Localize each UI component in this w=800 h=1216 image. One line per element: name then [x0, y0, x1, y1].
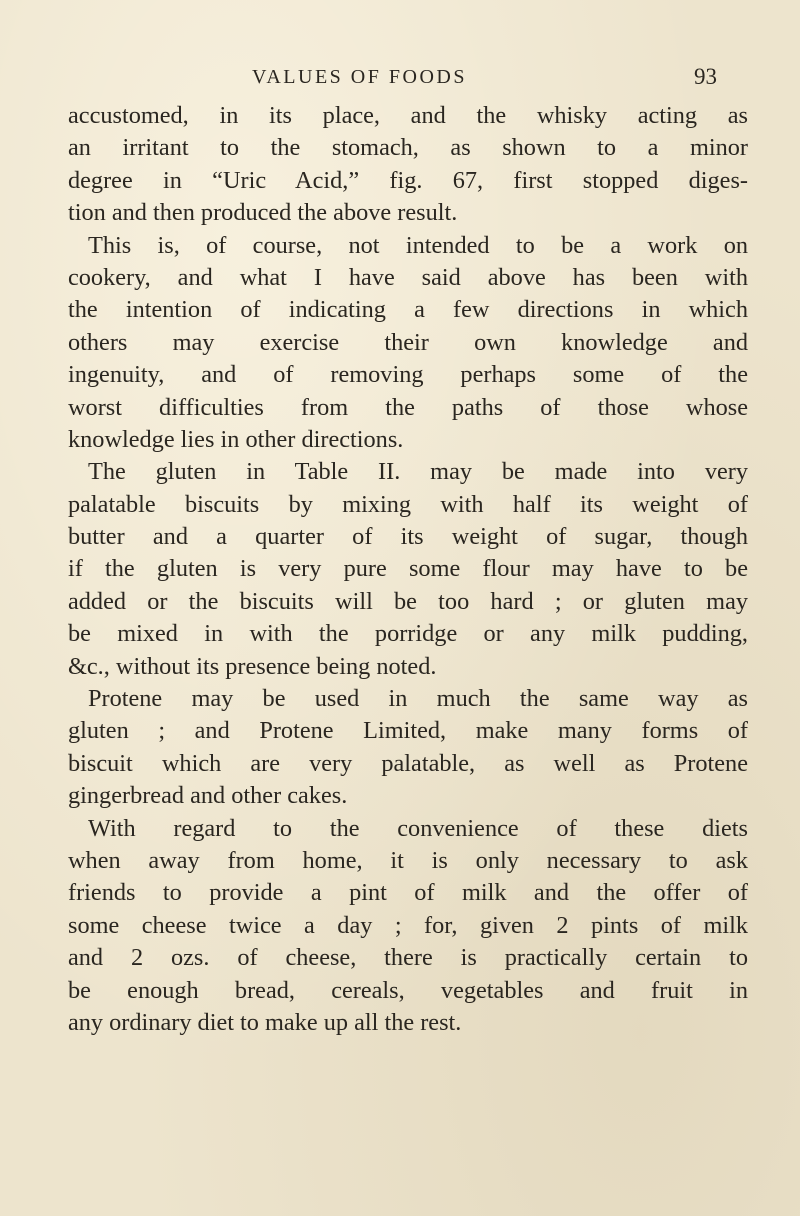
text-line: butter and a quarter of its weight of sugar, though: [68, 523, 748, 551]
running-head: VALUES OF FOODS: [252, 66, 467, 88]
text-line: degree in “Uric Acid,” fig. 67, first stopped diges-: [68, 166, 748, 194]
text-line: knowledge lies in other directions.: [68, 425, 404, 453]
text-line: This is, of course, not intended to be a work on: [88, 231, 748, 259]
text-line: friends to provide a pint of milk and the offer of: [68, 879, 748, 907]
page-number: 93: [694, 64, 717, 89]
text-line: any ordinary diet to make up all the rest.: [68, 1008, 462, 1036]
text-line: &c., without its presence being noted.: [68, 652, 437, 680]
text-line: gingerbread and other cakes.: [68, 782, 348, 810]
body-text: [68, 100, 748, 1039]
text-line: be enough bread, cereals, vegetables and fruit in: [68, 976, 748, 1004]
text-line: palatable biscuits by mixing with half its weight of: [68, 490, 748, 518]
text-line: an irritant to the stomach, as shown to a minor: [68, 134, 748, 162]
text-line: Protene may be used in much the same way as: [88, 685, 748, 713]
text-line: gluten ; and Protene Limited, make many forms of: [68, 717, 748, 745]
text-line: added or the biscuits will be too hard ; or gluten may: [68, 587, 748, 615]
text-line: accustomed, in its place, and the whisky acting as: [68, 102, 748, 129]
text-line: others may exercise their own knowledge and: [68, 328, 748, 356]
text-line: tion and then produced the above result.: [68, 199, 458, 227]
text-line: ingenuity, and of removing perhaps some of the: [68, 361, 748, 389]
text-line: With regard to the convenience of these diets: [88, 814, 748, 842]
text-line: The gluten in Table II. may be made into very: [88, 458, 748, 486]
text-line: biscuit which are very palatable, as well as Protene: [68, 749, 748, 777]
text-line: and 2 ozs. of cheese, there is practically certain to: [68, 944, 748, 972]
text-line: worst difficulties from the paths of those whose: [68, 393, 748, 421]
text-line: be mixed in with the porridge or any milk pudding,: [68, 620, 748, 648]
text-line: if the gluten is very pure some flour may have to be: [68, 555, 748, 583]
text-line: some cheese twice a day ; for, given 2 pints of milk: [68, 911, 748, 939]
text-line: when away from home, it is only necessary to ask: [68, 846, 748, 874]
text-line: the intention of indicating a few directions in which: [68, 296, 748, 324]
text-line: cookery, and what I have said above has been with: [68, 263, 748, 291]
